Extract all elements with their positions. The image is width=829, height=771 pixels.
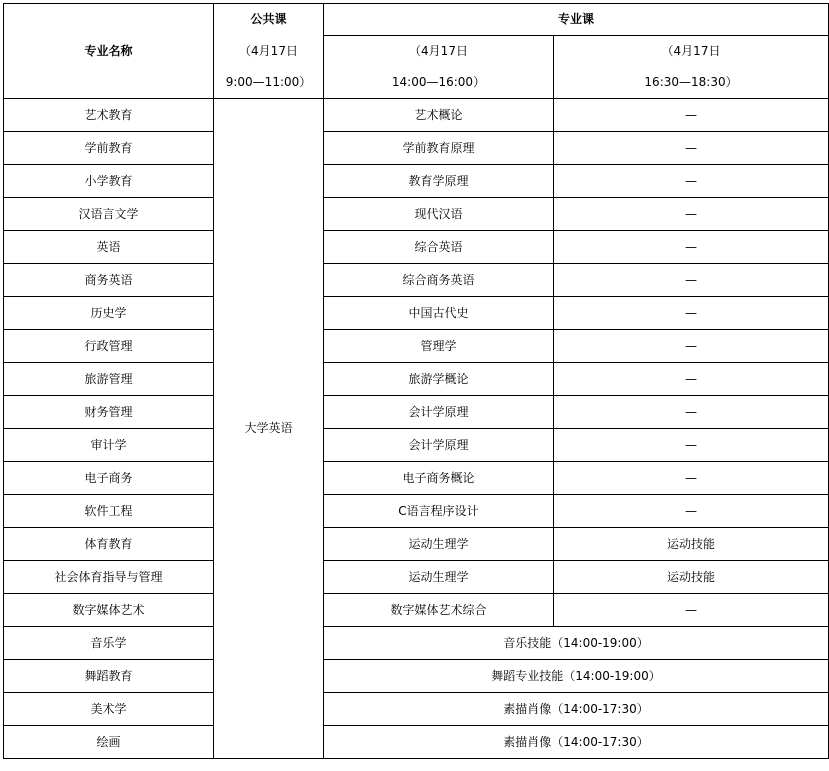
table-row [4, 297, 829, 330]
combined-subject-cell: 素描肖像（14:00-17:30） [324, 726, 829, 759]
major-cell: 汉语言文学 [4, 198, 214, 231]
table-row [4, 198, 829, 231]
major-course-header: 专业课 [324, 4, 829, 36]
major-cell: 音乐学 [4, 627, 214, 660]
slot1-subject-cell: 综合商务英语 [324, 264, 554, 297]
slot2-subject-cell: 运动技能 [554, 528, 829, 561]
table-row [4, 627, 829, 660]
slot1-subject-cell: 管理学 [324, 330, 554, 363]
slot2-subject-cell: — [554, 132, 829, 165]
major-name-header: 专业名称 [4, 4, 214, 99]
slot1-subject-cell: 综合英语 [324, 231, 554, 264]
slot1-header [324, 36, 554, 99]
slot1-subject-cell: 运动生理学 [324, 561, 554, 594]
slot2-subject-cell: — [554, 495, 829, 528]
public-course-date: （4月17日 [239, 44, 298, 58]
table-row [4, 594, 829, 627]
slot2-time: 16:30—18:30） [644, 75, 738, 89]
slot1-time: 14:00—16:00） [391, 75, 486, 89]
slot1-subject-cell: 会计学原理 [324, 429, 554, 462]
major-cell: 审计学 [4, 429, 214, 462]
major-cell: 美术学 [4, 693, 214, 726]
table-row [4, 231, 829, 264]
slot2-subject-cell: — [554, 594, 829, 627]
major-cell: 英语 [4, 231, 214, 264]
table-row [4, 660, 829, 693]
table-row [4, 561, 829, 594]
slot2-subject-cell: — [554, 396, 829, 429]
slot1-subject-cell: 艺术概论 [324, 99, 554, 132]
major-cell: 旅游管理 [4, 363, 214, 396]
table-row [4, 528, 829, 561]
exam-schedule-table [3, 3, 829, 759]
slot1-subject-cell: 电子商务概论 [324, 462, 554, 495]
slot2-subject-cell: — [554, 99, 829, 132]
slot1-subject-cell: 旅游学概论 [324, 363, 554, 396]
major-cell: 商务英语 [4, 264, 214, 297]
slot1-subject-cell: 中国古代史 [324, 297, 554, 330]
table-row [4, 462, 829, 495]
major-cell: 社会体育指导与管理 [4, 561, 214, 594]
slot1-date: （4月17日 [409, 44, 468, 58]
major-cell: 体育教育 [4, 528, 214, 561]
major-cell: 舞蹈教育 [4, 660, 214, 693]
slot2-subject-cell: 运动技能 [554, 561, 829, 594]
combined-subject-cell: 音乐技能（14:00-19:00） [324, 627, 829, 660]
table-row [4, 363, 829, 396]
major-cell: 行政管理 [4, 330, 214, 363]
slot2-subject-cell: — [554, 462, 829, 495]
table-row [4, 132, 829, 165]
major-cell: 历史学 [4, 297, 214, 330]
major-cell: 财务管理 [4, 396, 214, 429]
combined-subject-cell: 素描肖像（14:00-17:30） [324, 693, 829, 726]
slot2-subject-cell: — [554, 231, 829, 264]
major-cell: 软件工程 [4, 495, 214, 528]
slot2-subject-cell: — [554, 330, 829, 363]
slot1-subject-cell: 会计学原理 [324, 396, 554, 429]
slot1-subject-cell: 数字媒体艺术综合 [324, 594, 554, 627]
major-cell: 学前教育 [4, 132, 214, 165]
major-cell: 小学教育 [4, 165, 214, 198]
combined-subject-cell: 舞蹈专业技能（14:00-19:00） [324, 660, 829, 693]
slot1-subject-cell: 教育学原理 [324, 165, 554, 198]
slot1-subject-cell: 现代汉语 [324, 198, 554, 231]
slot2-subject-cell: — [554, 297, 829, 330]
slot2-subject-cell: — [554, 198, 829, 231]
major-cell: 电子商务 [4, 462, 214, 495]
slot2-subject-cell: — [554, 429, 829, 462]
table-row [4, 99, 829, 132]
major-cell: 数字媒体艺术 [4, 594, 214, 627]
table-row [4, 495, 829, 528]
public-course-time: 9:00—11:00） [225, 75, 312, 89]
public-course-header [214, 4, 324, 99]
slot2-subject-cell: — [554, 165, 829, 198]
slot2-subject-cell: — [554, 363, 829, 396]
major-cell: 绘画 [4, 726, 214, 759]
table-row [4, 396, 829, 429]
table-row [4, 264, 829, 297]
table-row [4, 726, 829, 759]
slot1-subject-cell: 学前教育原理 [324, 132, 554, 165]
table-row [4, 693, 829, 726]
slot2-header [554, 36, 829, 99]
table-row [4, 429, 829, 462]
slot2-date: （4月17日 [661, 44, 721, 58]
slot1-subject-cell: 运动生理学 [324, 528, 554, 561]
table-row [4, 165, 829, 198]
slot2-subject-cell: — [554, 264, 829, 297]
public-course-title: 公共课 [250, 12, 287, 26]
slot1-subject-cell: C语言程序设计 [324, 495, 554, 528]
public-subject-cell: 大学英语 [214, 99, 324, 759]
table-row [4, 330, 829, 363]
major-cell: 艺术教育 [4, 99, 214, 132]
